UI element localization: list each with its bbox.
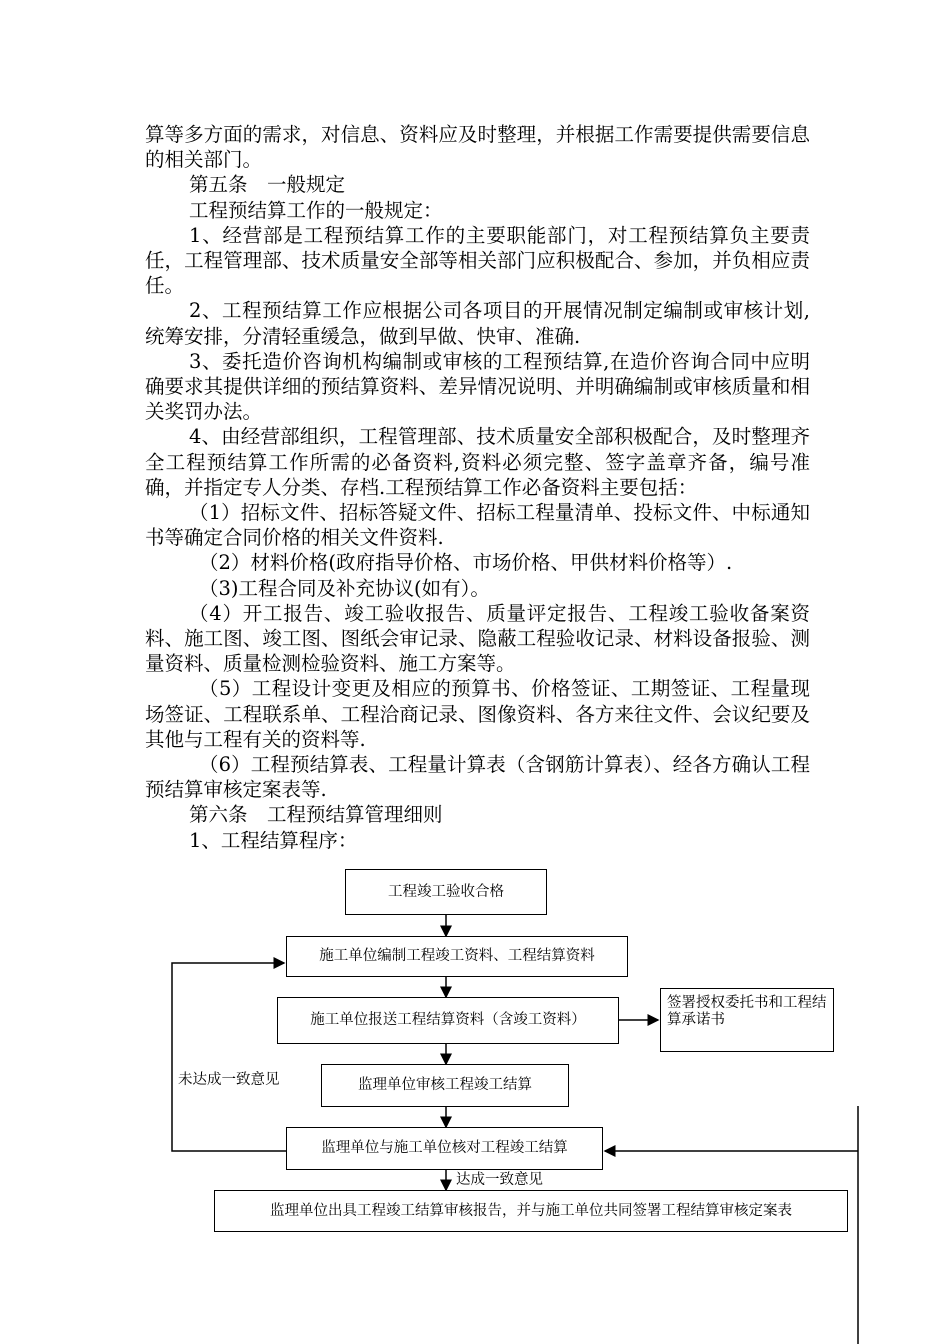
agree-label: 达成一致意见 — [456, 1172, 543, 1188]
list-item: （4）开工报告、竣工验收报告、质量评定报告、工程竣工验收备案资料、施工图、竣工图、图纸会审记录、隐蔽工程验收记录、材料设备报验、测量资料、质量检测检验资料、施工方案等。 — [145, 601, 810, 676]
paragraph: 4、由经营部组织，工程管理部、技术质量安全部积极配合，及时整理齐全工程预结算工作所需的必备资料,资料必须完整、签字盖章齐备，编号准确，并指定专人分类、存档.工程预结算工作必备资料主要包括： — [145, 425, 810, 499]
paragraph: 1、工程结算程序： — [189, 828, 358, 852]
article-heading: 第五条 一般规定 — [189, 173, 346, 197]
loop-label: 未达成一致意见 — [178, 1072, 280, 1088]
list-item: （5）工程设计变更及相应的预算书、价格签证、工期签证、工程量现场签证、工程联系单、工程洽商记录、图像资料、各方来往文件、会议纪要及其他与工程有关的资料等. — [145, 677, 810, 751]
step-reconcile-box — [286, 1127, 603, 1170]
step-text: 施工单位报送工程结算资料（含竣工资料） — [310, 1012, 586, 1028]
list-item: （6）工程预结算表、工程量计算表（含钢筋计算表）、经各方确认工程预结算审核定案表等. — [145, 753, 810, 802]
list-item: （2）材料价格(政府指导价格、市场价格、甲供材料价格等）. — [199, 551, 733, 575]
step-text: 工程竣工验收合格 — [388, 883, 504, 900]
loop-back-arrow — [172, 963, 286, 1151]
step-text: 监理单位出具工程竣工结算审核报告，并与施工单位共同签署工程结算审核定案表 — [270, 1202, 792, 1219]
step-review-box — [321, 1064, 569, 1107]
step-acceptance-box — [345, 869, 547, 915]
step-submit-box — [277, 997, 619, 1044]
side-commitment-box — [660, 988, 834, 1052]
paragraph: 3、委托造价咨询机构编制或审核的工程预结算,在造价咨询合同中应明确要求其提供详细的预结算资料、差异情况说明、并明确编制或审核质量和相关奖罚办法。 — [145, 349, 810, 424]
step-text: 施工单位编制工程竣工资料、工程结算资料 — [319, 948, 595, 964]
list-item: （3)工程合同及补充协议(如有）。 — [199, 576, 490, 600]
paragraph: 2、工程预结算工作应根据公司各项目的开展情况制定编制或审核计划,统筹安排，分清轻重缓急，做到早做、快审、准确. — [145, 299, 810, 348]
paragraph: 1、经营部是工程预结算工作的主要职能部门，对工程预结算负主要责任，工程管理部、技术质量安全部等相关部门应积极配合、参加，并负相应责任。 — [145, 223, 810, 298]
step-compile-box — [286, 936, 628, 977]
paragraph: 算等多方面的需求，对信息、资料应及时整理，并根据工作需要提供需要信息的相关部门。 — [145, 123, 810, 172]
article-heading: 第六条 工程预结算管理细则 — [189, 803, 443, 827]
paragraph: 工程预结算工作的一般规定： — [189, 198, 443, 222]
side-text: 签署授权委托书和工程结算承诺书 — [667, 995, 827, 1028]
step-report-box — [214, 1190, 848, 1232]
list-item: （1）招标文件、招标答疑文件、招标工程量清单、投标文件、中标通知书等确定合同价格的相关文件资料. — [145, 501, 810, 550]
step-text: 监理单位与施工单位核对工程竣工结算 — [321, 1140, 568, 1156]
step-text: 监理单位审核工程竣工结算 — [358, 1077, 532, 1093]
